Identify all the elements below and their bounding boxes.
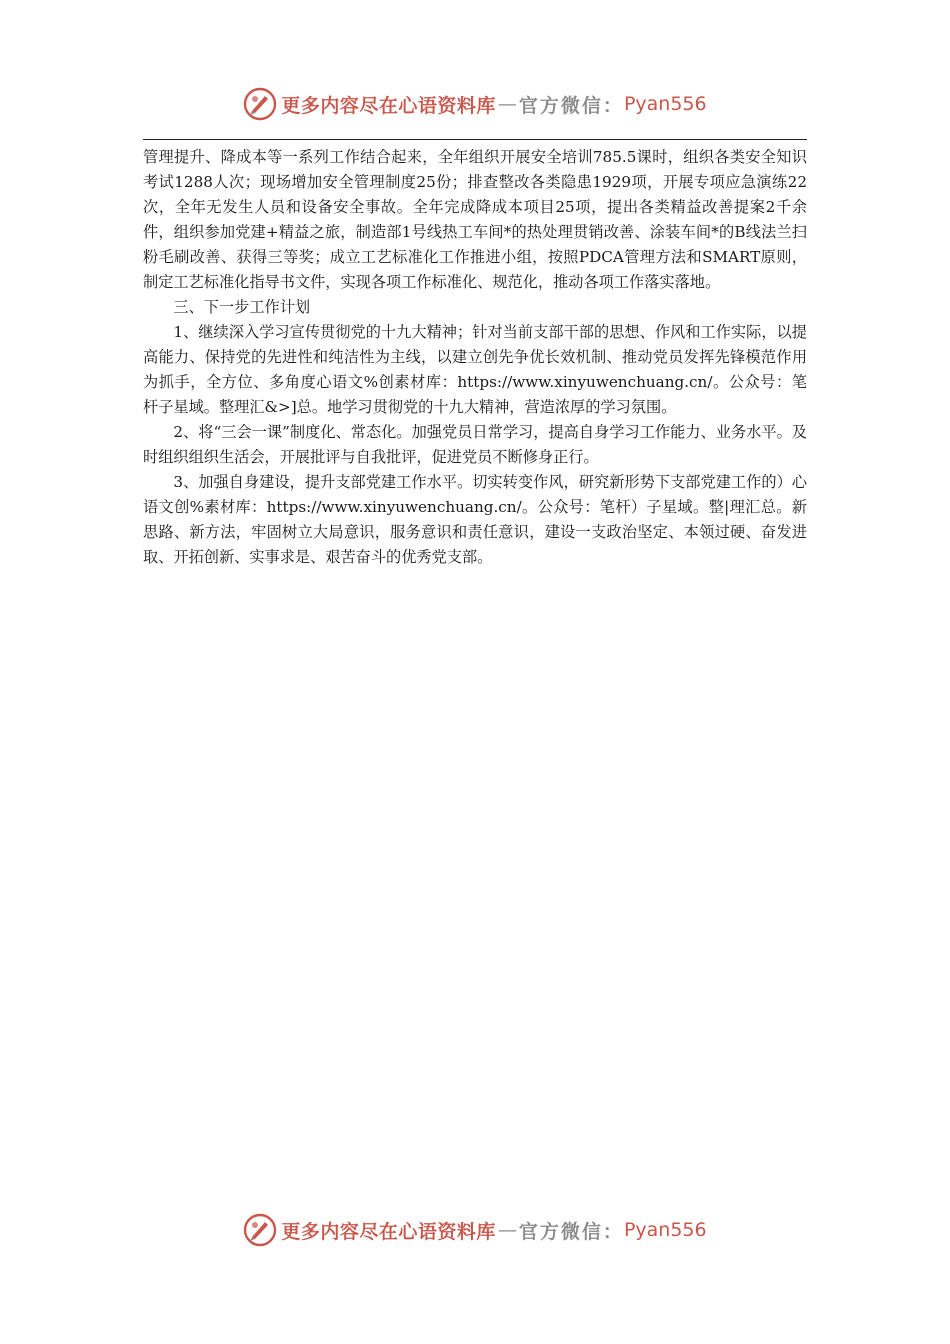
banner-dash: — xyxy=(497,93,517,115)
banner-wechat-id: Pyan556 xyxy=(623,1219,707,1241)
plan-item-2: 2、将“三会一课”制度化、常态化。加强党员日常学习，提高自身学习工作能力、业务水平。及时组织组织生活会，开展批评与自我批评，促进党员不断修身正行。 xyxy=(143,423,807,466)
plan-item-1: 1、继续深入学习宣传贯彻党的十九大精神；针对当前支部干部的思想、作风和工作实际，以提高能力、保持党的先进性和纯洁性为主线，以建立创先争优长效机制、推动党员发挥先锋模范作用为抓手，全方位、多角度心语文%创素材库：https://www.xinyuwenchuang.cn/。公众号：笔杆子星域。整理汇&>]总。地学习贯彻党的十九大精神，营造浓厚的学习氛围。 xyxy=(143,323,807,416)
paragraph-continuation: 管理提升、降成本等一系列工作结合起来，全年组织开展安全培训785.5课时，组织各类安全知识考试1288人次；现场增加安全管理制度25份；排查整改各类隐患1929项，开展专项应急演练22次，全年无发生人员和设备安全事故。全年完成降成本项目25项，提出各类精益改善提案2千余件，组织参加党建+精益之旅，制造部1号线热工车间*的热处理贯销改善、涂装车间*的B线法兰扫粉毛刷改善、获得三等奖；成立工艺标准化工作推进小组，按照PDCA管理方法和SMART原则，制定工艺标准化指导书文件，实现各项工作标准化、规范化，推动各项工作落实落地。 xyxy=(143,148,807,291)
section-heading-next-plan: 三、下一步工作计划 xyxy=(173,298,311,316)
header-rule xyxy=(143,139,807,140)
banner-wechat-label: 官方微信： xyxy=(518,1220,624,1243)
banner-brand-text: 更多内容尽在心语资料库 xyxy=(281,94,496,117)
plan-item-3: 3、加强自身建设，提升支部党建工作水平。切实转变作风，研究新形势下支部党建工作的）心语文创%素材库：https://www.xinyuwenchuang.cn/。公众号：笔杆）子星域。整|理汇总。新思路、新方法，牢固树立大局意识，服务意识和责任意识，建设一支政治坚定、本领过硬、奋发进取、开拓创新、实事求是、艰苦奋斗的优秀党支部。 xyxy=(143,473,807,566)
brand-logo-icon xyxy=(243,1213,277,1247)
banner-dash: — xyxy=(497,1219,517,1241)
banner-wechat-label: 官方微信： xyxy=(518,94,624,117)
banner-wechat-id: Pyan556 xyxy=(623,93,707,115)
header-banner xyxy=(0,82,950,126)
banner-brand-text: 更多内容尽在心语资料库 xyxy=(281,1220,496,1243)
footer-banner xyxy=(0,1208,950,1252)
brand-logo-icon xyxy=(243,87,277,121)
document-body xyxy=(143,145,807,570)
